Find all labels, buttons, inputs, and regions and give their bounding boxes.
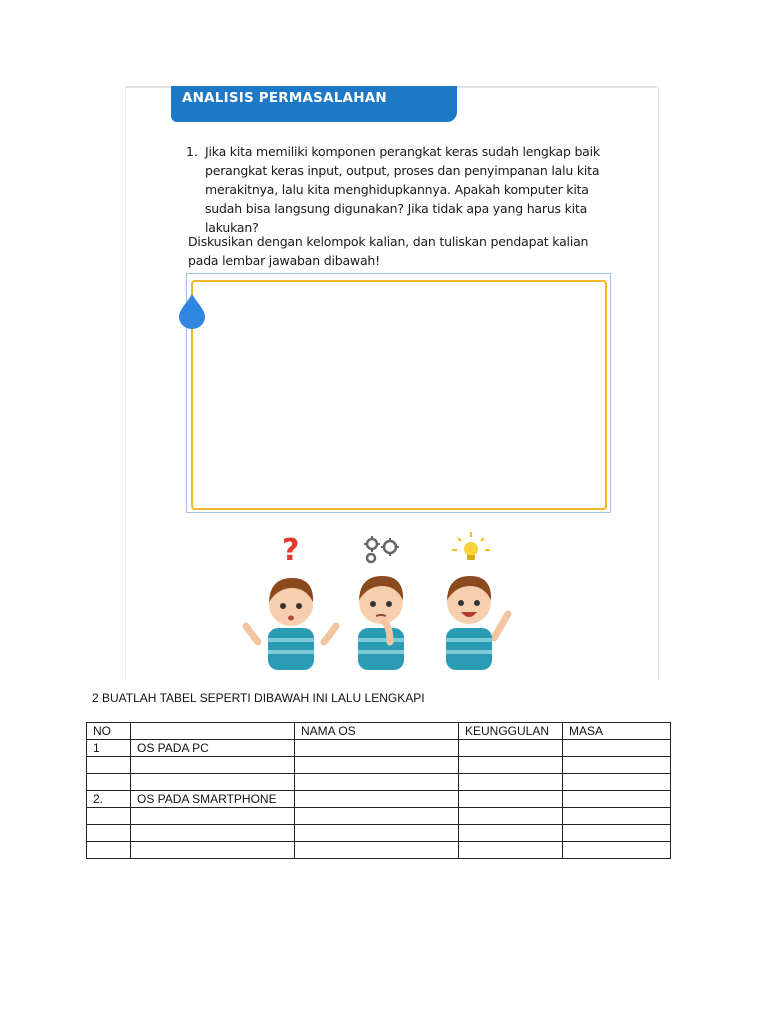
question-line: merakitnya, lalu kita menghidupkannya. Apakah komputer kita	[205, 182, 589, 197]
table-cell	[459, 774, 563, 791]
table-cell	[563, 808, 671, 825]
table-cell	[87, 825, 131, 842]
table-cell	[131, 825, 295, 842]
lightbulb-icon	[452, 532, 490, 560]
question-text	[205, 142, 600, 237]
section-header-title: ANALISIS PERMASALAHAN	[182, 90, 387, 106]
header-keunggulan: KEUNGGULAN	[459, 723, 563, 740]
table-cell	[563, 757, 671, 774]
table-cell	[563, 774, 671, 791]
table-cell	[87, 842, 131, 859]
table-cell	[131, 774, 295, 791]
table-cell	[87, 757, 131, 774]
question-line: Jika kita memiliki komponen perangkat keras sudah lengkap baik	[205, 144, 600, 159]
table-row	[87, 842, 671, 859]
table-cell	[459, 757, 563, 774]
kids-thinking-illustration	[240, 530, 530, 670]
table-cell	[87, 774, 131, 791]
table-cell	[131, 808, 295, 825]
question-line: perangkat keras input, output, proses dan penyimpanan lalu kita	[205, 163, 600, 178]
table-row	[87, 757, 671, 774]
table-cell	[295, 757, 459, 774]
table-cell	[563, 791, 671, 808]
table-cell	[295, 774, 459, 791]
answer-box	[191, 280, 607, 510]
table-cell	[459, 740, 563, 757]
kid-confused	[246, 578, 336, 670]
question-number: 1.	[186, 144, 198, 159]
table-cell	[87, 808, 131, 825]
table-cell	[459, 808, 563, 825]
header-category	[131, 723, 295, 740]
instruction-text	[188, 232, 608, 270]
table-cell	[131, 842, 295, 859]
gears-icon	[364, 536, 399, 562]
table-cell	[295, 808, 459, 825]
table-row	[87, 825, 671, 842]
table-cell: 2.	[87, 791, 131, 808]
table-cell	[459, 825, 563, 842]
table-row	[87, 791, 671, 808]
table-cell	[563, 842, 671, 859]
table-cell	[131, 757, 295, 774]
table-cell	[295, 825, 459, 842]
question-line: sudah bisa langsung digunakan? Jika tidak apa yang harus kita	[205, 201, 588, 216]
kid-thinking	[358, 576, 404, 670]
table-cell	[459, 791, 563, 808]
table-cell	[295, 740, 459, 757]
header-nama-os: NAMA OS	[295, 723, 459, 740]
os-table	[86, 722, 671, 859]
table-cell	[459, 842, 563, 859]
table-cell	[295, 791, 459, 808]
table-cell	[563, 825, 671, 842]
table-row	[87, 740, 671, 757]
kid-idea	[446, 576, 508, 670]
table-header-row	[87, 723, 671, 740]
table-cell	[295, 842, 459, 859]
task-2-title: 2 BUATLAH TABEL SEPERTI DIBAWAH INI LALU LENGKAPI	[92, 691, 425, 705]
table-row	[87, 808, 671, 825]
header-no: NO	[87, 723, 131, 740]
question-line: lakukan?	[205, 220, 259, 235]
question-mark-icon: ?	[282, 533, 300, 568]
table-cell: OS PADA PC	[131, 740, 295, 757]
table-cell: 1	[87, 740, 131, 757]
table-cell: OS PADA SMARTPHONE	[131, 791, 295, 808]
header-masa: MASA	[563, 723, 671, 740]
water-drop-icon	[176, 292, 208, 330]
instruction-line: pada lembar jawaban dibawah!	[188, 253, 380, 268]
table-row	[87, 774, 671, 791]
instruction-line: Diskusikan dengan kelompok kalian, dan tuliskan pendapat kalian	[188, 234, 589, 249]
table-cell	[563, 740, 671, 757]
